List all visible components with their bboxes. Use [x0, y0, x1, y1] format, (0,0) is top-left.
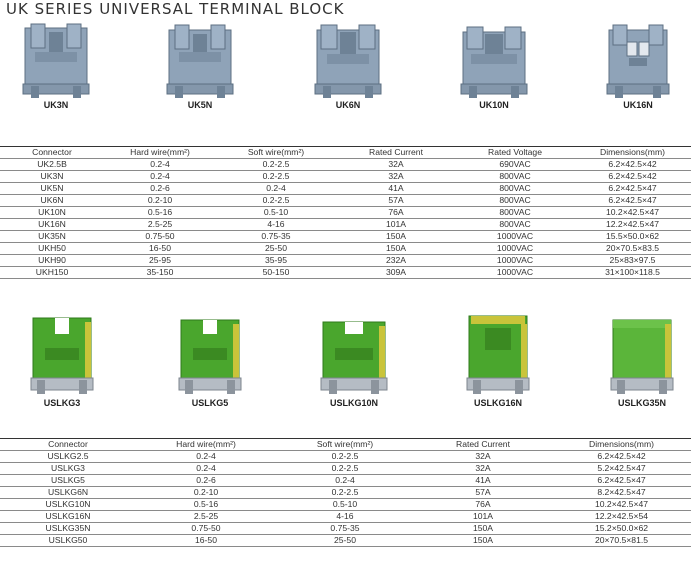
table-cell: 0.2-4 — [104, 159, 216, 171]
product-label: USLKG10N — [329, 398, 378, 408]
table-row — [0, 255, 691, 267]
table-cell: UK16N — [0, 219, 104, 231]
table-cell: 31×100×118.5 — [574, 267, 691, 279]
table-cell: 32A — [336, 159, 456, 171]
uslkg35n-image — [607, 314, 677, 396]
table-cell: UK6N — [0, 195, 104, 207]
table-cell: 0.5-16 — [104, 207, 216, 219]
table-cell: UK5N — [0, 183, 104, 195]
table-header-row — [0, 439, 691, 451]
table-cell: 800VAC — [456, 171, 574, 183]
column-header: Rated Current — [414, 439, 552, 451]
table-cell: 0.75-35 — [216, 231, 336, 243]
table-cell: 0.5-10 — [216, 207, 336, 219]
product-label: UK16N — [623, 100, 653, 110]
page-title: UK SERIES UNIVERSAL TERMINAL BLOCK — [6, 0, 345, 18]
table-cell: 41A — [414, 475, 552, 487]
table-cell: 0.2-6 — [136, 475, 276, 487]
table-cell: 232A — [336, 255, 456, 267]
table-cell: USLKG5 — [0, 475, 136, 487]
table-cell: 0.2-4 — [136, 451, 276, 463]
table-cell: 101A — [336, 219, 456, 231]
table-cell: 0.2-2.5 — [216, 159, 336, 171]
uk16n-image — [603, 22, 673, 98]
table-cell: 1000VAC — [456, 243, 574, 255]
product-label: USLKG35N — [617, 398, 666, 408]
table-row — [0, 219, 691, 231]
table-row — [0, 535, 691, 547]
table-cell: 20×70.5×83.5 — [574, 243, 691, 255]
table-cell: 690VAC — [456, 159, 574, 171]
table-cell: USLKG35N — [0, 523, 136, 535]
column-header: Connector — [0, 439, 136, 451]
table-cell: 0.2-2.5 — [276, 487, 414, 499]
column-header: Hard wire(mm²) — [136, 439, 276, 451]
table-cell: 16-50 — [136, 535, 276, 547]
table-cell: 35-95 — [216, 255, 336, 267]
column-header: Dimensions(mm) — [574, 147, 691, 159]
product-uk6n — [310, 22, 386, 110]
table-cell: 800VAC — [456, 207, 574, 219]
column-header: Rated Current — [336, 147, 456, 159]
column-header: Rated Voltage — [456, 147, 574, 159]
table-cell: 12.2×42.5×47 — [574, 219, 691, 231]
table-header-row — [0, 147, 691, 159]
uk-product-row — [0, 22, 691, 122]
product-uk16n — [600, 22, 676, 110]
product-label: UK3N — [43, 100, 69, 110]
table-cell: 50-150 — [216, 267, 336, 279]
uslkg10n-image — [319, 314, 389, 396]
table-cell: 6.2×42.5×42 — [574, 171, 691, 183]
table-cell: 1000VAC — [456, 255, 574, 267]
table-row — [0, 463, 691, 475]
table-cell: 16-50 — [104, 243, 216, 255]
table-cell: 12.2×42.5×54 — [552, 511, 691, 523]
uk6n-image — [313, 22, 383, 98]
table-cell: USLKG50 — [0, 535, 136, 547]
table-cell: 0.5-10 — [276, 499, 414, 511]
product-uk3n — [18, 22, 94, 110]
product-label: USLKG3 — [43, 398, 81, 408]
table-cell: 0.75-50 — [104, 231, 216, 243]
column-header: Connector — [0, 147, 104, 159]
table-cell: UK3N — [0, 171, 104, 183]
product-uslkg5 — [172, 314, 248, 408]
uslkg16n-image — [463, 314, 533, 396]
table-cell: 0.2-2.5 — [216, 195, 336, 207]
table-cell: 76A — [414, 499, 552, 511]
table-cell: 0.2-4 — [216, 183, 336, 195]
table-cell: 150A — [336, 231, 456, 243]
table-cell: 0.2-4 — [276, 475, 414, 487]
table-cell: USLKG2.5 — [0, 451, 136, 463]
table-cell: 6.2×42.5×42 — [552, 451, 691, 463]
product-label: USLKG16N — [473, 398, 522, 408]
column-header: Soft wire(mm²) — [276, 439, 414, 451]
table-cell: 0.5-16 — [136, 499, 276, 511]
table-cell: 4-16 — [216, 219, 336, 231]
table-cell: USLKG10N — [0, 499, 136, 511]
table-cell: 0.2-10 — [104, 195, 216, 207]
table-row — [0, 511, 691, 523]
table-cell: 6.2×42.5×47 — [574, 183, 691, 195]
table-cell: 800VAC — [456, 195, 574, 207]
table-row — [0, 183, 691, 195]
product-uslkg35n — [604, 314, 680, 408]
table-cell: UKH50 — [0, 243, 104, 255]
uk3n-image — [21, 22, 91, 98]
table-row — [0, 171, 691, 183]
product-label: UK6N — [335, 100, 361, 110]
table-cell: 57A — [336, 195, 456, 207]
table-cell: 150A — [414, 523, 552, 535]
table-cell: 35-150 — [104, 267, 216, 279]
table-row — [0, 267, 691, 279]
table-cell: 8.2×42.5×47 — [552, 487, 691, 499]
table-cell: UK35N — [0, 231, 104, 243]
table-cell: 1000VAC — [456, 267, 574, 279]
uslkg5-image — [175, 314, 245, 396]
product-uslkg3 — [24, 314, 100, 408]
table-cell: 10.2×42.5×47 — [574, 207, 691, 219]
table-cell: 15.2×50.0×62 — [552, 523, 691, 535]
table-row — [0, 207, 691, 219]
table-cell: 0.2-2.5 — [276, 463, 414, 475]
column-header: Hard wire(mm²) — [104, 147, 216, 159]
table-cell: 6.2×42.5×42 — [574, 159, 691, 171]
uslkg-spec-table — [0, 438, 691, 547]
table-cell: 2.5-25 — [104, 219, 216, 231]
table-cell: 150A — [336, 243, 456, 255]
product-uslkg16n — [460, 314, 536, 408]
table-cell: 20×70.5×81.5 — [552, 535, 691, 547]
table-cell: 32A — [414, 463, 552, 475]
table-row — [0, 243, 691, 255]
table-cell: 1000VAC — [456, 231, 574, 243]
table-cell: USLKG16N — [0, 511, 136, 523]
product-uslkg10n — [316, 314, 392, 408]
table-cell: 0.2-10 — [136, 487, 276, 499]
uk5n-image — [165, 22, 235, 98]
table-cell: 0.2-2.5 — [276, 451, 414, 463]
table-cell: 32A — [336, 171, 456, 183]
table-row — [0, 195, 691, 207]
table-row — [0, 159, 691, 171]
table-cell: 2.5-25 — [136, 511, 276, 523]
product-uk10n — [456, 22, 532, 110]
table-cell: 150A — [414, 535, 552, 547]
table-cell: 41A — [336, 183, 456, 195]
product-label: UK5N — [187, 100, 213, 110]
table-cell: 25-50 — [216, 243, 336, 255]
table-row — [0, 475, 691, 487]
table-row — [0, 487, 691, 499]
table-cell: 800VAC — [456, 183, 574, 195]
table-row — [0, 499, 691, 511]
product-uk5n — [162, 22, 238, 110]
table-cell: UK2.5B — [0, 159, 104, 171]
table-cell: 76A — [336, 207, 456, 219]
product-label: UK10N — [479, 100, 509, 110]
table-cell: 0.2-4 — [104, 171, 216, 183]
uslkg3-image — [27, 314, 97, 396]
table-cell: USLKG3 — [0, 463, 136, 475]
table-cell: 5.2×42.5×47 — [552, 463, 691, 475]
table-cell: 10.2×42.5×47 — [552, 499, 691, 511]
table-cell: 57A — [414, 487, 552, 499]
uk10n-image — [459, 22, 529, 98]
table-cell: 25×83×97.5 — [574, 255, 691, 267]
table-cell: 4-16 — [276, 511, 414, 523]
table-cell: 101A — [414, 511, 552, 523]
table-cell: 15.5×50.0×62 — [574, 231, 691, 243]
table-cell: UKH90 — [0, 255, 104, 267]
table-cell: 6.2×42.5×47 — [574, 195, 691, 207]
table-cell: 0.2-2.5 — [216, 171, 336, 183]
table-cell: 0.75-35 — [276, 523, 414, 535]
table-cell: UKH150 — [0, 267, 104, 279]
table-cell: 0.75-50 — [136, 523, 276, 535]
product-label: USLKG5 — [191, 398, 229, 408]
table-cell: USLKG6N — [0, 487, 136, 499]
table-cell: 25-50 — [276, 535, 414, 547]
column-header: Soft wire(mm²) — [216, 147, 336, 159]
column-header: Dimensions(mm) — [552, 439, 691, 451]
table-row — [0, 451, 691, 463]
table-cell: 800VAC — [456, 219, 574, 231]
table-cell: 0.2-6 — [104, 183, 216, 195]
table-cell: 6.2×42.5×47 — [552, 475, 691, 487]
table-row — [0, 523, 691, 535]
table-cell: UK10N — [0, 207, 104, 219]
table-cell: 25-95 — [104, 255, 216, 267]
uslkg-product-row — [0, 314, 691, 418]
table-cell: 0.2-4 — [136, 463, 276, 475]
uk-spec-table — [0, 146, 691, 279]
table-cell: 309A — [336, 267, 456, 279]
table-row — [0, 231, 691, 243]
table-cell: 32A — [414, 451, 552, 463]
